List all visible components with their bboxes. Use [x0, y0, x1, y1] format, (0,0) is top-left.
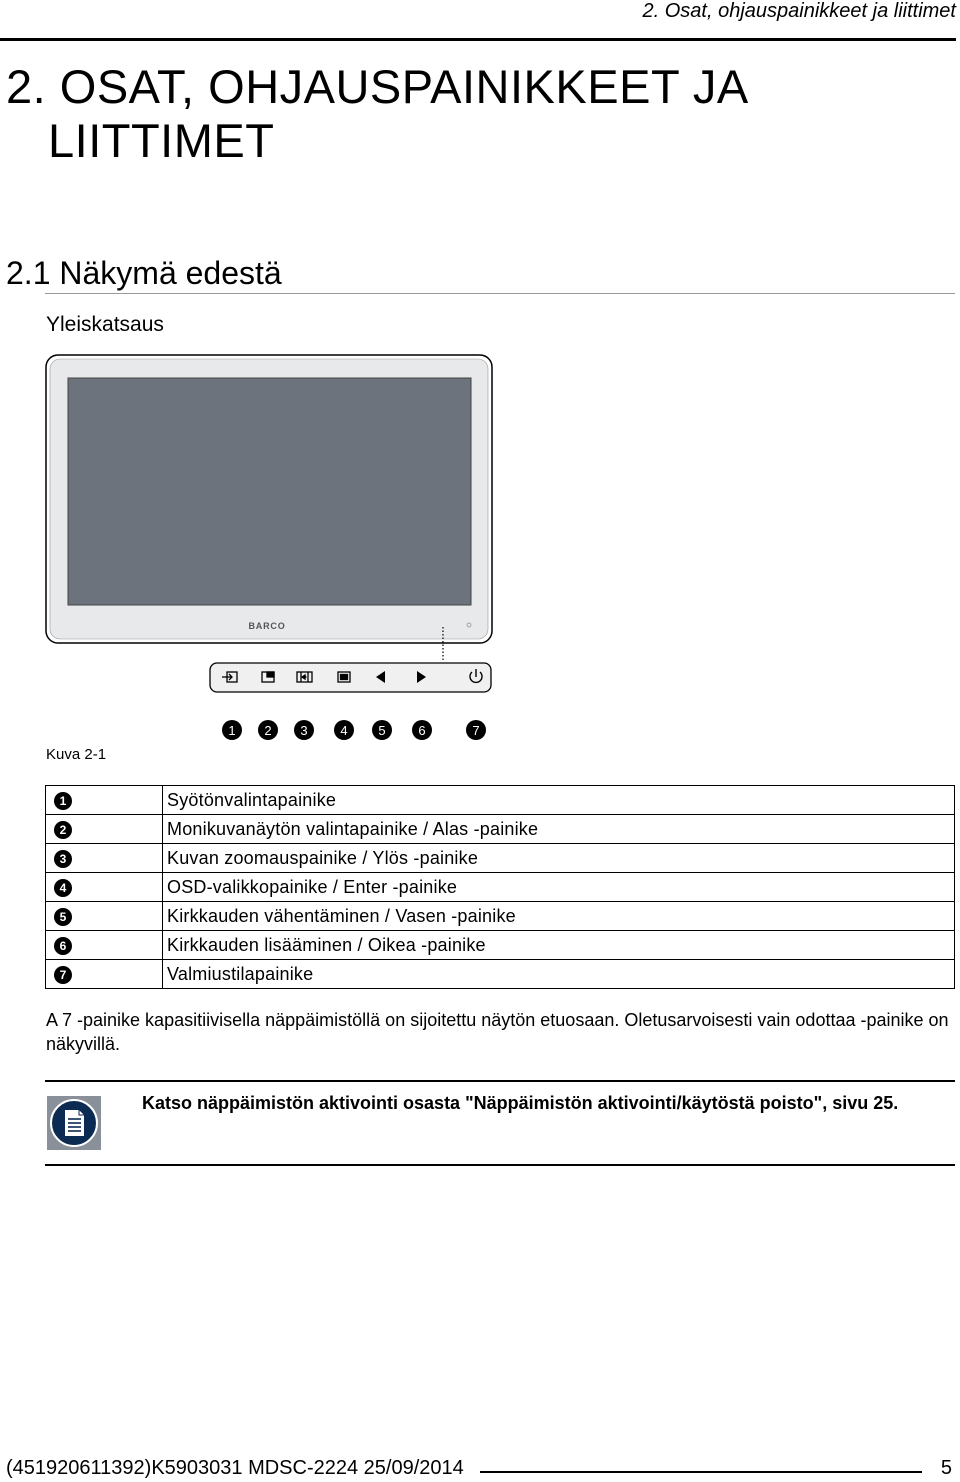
body-paragraph: A 7 -painike kapasitiivisella näppäimistöllä on sijoitettu näytön etuosaan. Oletusarvoisesti vain odottaa -painike on näkyvillä. — [46, 1010, 949, 1054]
chapter-title — [6, 60, 906, 168]
callout-5 — [372, 720, 392, 740]
note-text: Katso näppäimistön aktivointi osasta "Näppäimistön aktivointi/käytöstä poisto", sivu 25. — [142, 1093, 899, 1113]
legend-number-badge: 1 — [54, 792, 72, 810]
legend-text: Kirkkauden lisääminen / Oikea -painike — [163, 931, 955, 960]
page-number: 5 — [940, 1457, 952, 1479]
header-divider — [0, 38, 956, 41]
table-row — [46, 902, 955, 931]
chapter-title-line1: 2. OSAT, OHJAUSPAINIKKEET JA — [6, 60, 749, 113]
table-row — [46, 931, 955, 960]
table-row — [46, 786, 955, 815]
legend-text: OSD-valikkopainike / Enter -painike — [163, 873, 955, 902]
svg-text:3: 3 — [300, 723, 308, 738]
callout-1 — [222, 720, 242, 740]
svg-text:5: 5 — [378, 723, 386, 738]
note-top-rule — [45, 1080, 955, 1082]
svg-text:2: 2 — [264, 723, 272, 738]
table-row — [46, 873, 955, 902]
callout-6 — [412, 720, 432, 740]
svg-text:7: 7 — [472, 723, 480, 738]
monitor-front-view-figure — [44, 350, 544, 750]
legend-text: Valmiustilapainike — [163, 960, 955, 989]
legend-number-badge: 7 — [54, 966, 72, 984]
legend-number-badge: 3 — [54, 850, 72, 868]
legend-text: Kirkkauden vähentäminen / Vasen -painike — [163, 902, 955, 931]
footer-doc-id: (451920611392)K5903031 MDSC-2224 25/09/2014 — [6, 1457, 464, 1479]
note-page-icon — [47, 1096, 101, 1150]
footer-divider — [480, 1471, 922, 1473]
chapter-title-line2: LIITTIMET — [48, 114, 275, 167]
legend-text: Kuvan zoomauspainike / Ylös -painike — [163, 844, 955, 873]
section-divider — [45, 293, 955, 294]
note-bottom-rule — [45, 1164, 955, 1166]
subheading: Yleiskatsaus — [46, 313, 164, 336]
svg-text:4: 4 — [340, 723, 348, 738]
legend-number-badge: 6 — [54, 937, 72, 955]
monitor-screen — [68, 378, 471, 605]
legend-text: Monikuvanäytön valintapainike / Alas -painike — [163, 815, 955, 844]
table-row — [46, 815, 955, 844]
legend-text: Syötönvalintapainike — [163, 786, 955, 815]
brand-logo: BARCO — [248, 621, 286, 631]
callout-3 — [294, 720, 314, 740]
callout-2 — [258, 720, 278, 740]
callout-7 — [466, 720, 486, 740]
callout-4 — [334, 720, 354, 740]
table-row — [46, 844, 955, 873]
section-title: 2.1 Näkymä edestä — [6, 255, 282, 291]
figure-caption: Kuva 2-1 — [46, 746, 107, 763]
legend-number-badge: 4 — [54, 879, 72, 897]
svg-text:1: 1 — [228, 723, 236, 738]
running-header: 2. Osat, ohjauspainikkeet ja liittimet — [642, 0, 956, 22]
table-row — [46, 960, 955, 989]
legend-number-badge: 5 — [54, 908, 72, 926]
svg-text:6: 6 — [418, 723, 426, 738]
legend-number-badge: 2 — [54, 821, 72, 839]
legend-table — [45, 785, 955, 989]
